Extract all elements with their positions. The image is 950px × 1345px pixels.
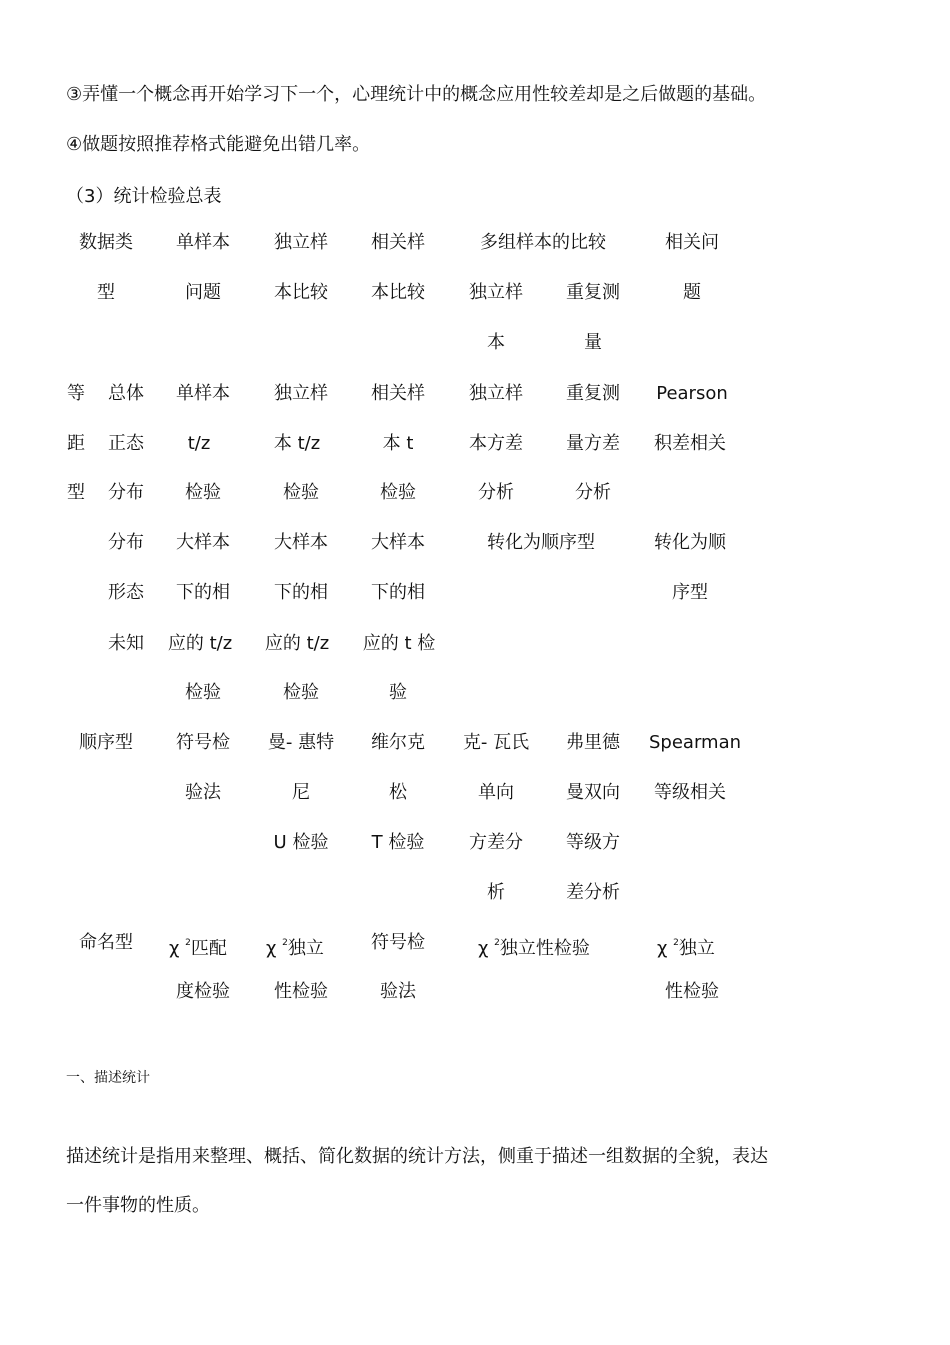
normal-indep-2: 本 t/z bbox=[273, 433, 321, 454]
header-multi-repeat-2: 量 bbox=[584, 332, 602, 353]
header-related-1: 相关样 bbox=[371, 232, 425, 253]
ordinal-multi-repeat-4: 差分析 bbox=[566, 882, 620, 903]
unknown-multi: 转化为顺序型 bbox=[487, 532, 595, 553]
ordinal-multi-indep-4: 析 bbox=[487, 882, 505, 903]
nominal-corr-1: χ $^2$独立 bbox=[657, 938, 715, 959]
ordinal-corr-2: 等级相关 bbox=[654, 782, 726, 803]
ordinal-multi-indep-2: 单向 bbox=[478, 782, 514, 803]
section-paragraph-line-1: 描述统计是指用来整理、概括、简化数据的统计方法，侧重于描述一组数据的全貌，表达 bbox=[66, 1146, 768, 1167]
nominal-indep-1: χ $^2$独立 bbox=[266, 938, 324, 959]
nominal-label: 命名型 bbox=[79, 932, 133, 953]
header-related-2: 本比较 bbox=[371, 282, 425, 303]
unknown-cond-3: 未知 bbox=[108, 633, 144, 654]
ordinal-related-3: T 检验 bbox=[371, 832, 425, 853]
unknown-indep-3: 应的 t/z bbox=[264, 633, 330, 654]
chi-symbol: χ bbox=[266, 938, 277, 959]
interval-label-2: 距 bbox=[67, 433, 85, 454]
normal-cond-3: 分布 bbox=[108, 482, 144, 503]
square-superscript: 2 bbox=[494, 938, 500, 948]
section-paragraph-line-2: 一件事物的性质。 bbox=[66, 1195, 210, 1216]
interval-label-3: 型 bbox=[67, 482, 85, 503]
ordinal-related-2: 松 bbox=[389, 782, 407, 803]
header-data-type-2: 型 bbox=[97, 282, 115, 303]
normal-related-3: 检验 bbox=[380, 482, 416, 503]
ordinal-multi-indep-3: 方差分 bbox=[469, 832, 523, 853]
normal-related-1: 相关样 bbox=[371, 383, 425, 404]
unknown-indep-4: 检验 bbox=[283, 682, 319, 703]
square-superscript: 2 bbox=[185, 938, 191, 948]
nominal-related-2: 验法 bbox=[380, 981, 416, 1002]
normal-cond-1: 总体 bbox=[108, 383, 144, 404]
header-data-type-1: 数据类 bbox=[79, 232, 133, 253]
header-corr-2: 题 bbox=[683, 282, 701, 303]
unknown-single-4: 检验 bbox=[185, 682, 221, 703]
unknown-related-2: 下的相 bbox=[371, 582, 425, 603]
square-superscript: 2 bbox=[282, 938, 288, 948]
header-single-2: 问题 bbox=[185, 282, 221, 303]
ordinal-corr-1: Spearman bbox=[648, 732, 742, 753]
unknown-related-3: 应的 t 检 bbox=[362, 633, 436, 654]
normal-indep-1: 独立样 bbox=[274, 383, 328, 404]
normal-cond-2: 正态 bbox=[108, 433, 144, 454]
ordinal-multi-indep-1: 克- 瓦氏 bbox=[462, 732, 530, 753]
normal-multi-indep-2: 本方差 bbox=[469, 433, 523, 454]
unknown-indep-2: 下的相 bbox=[274, 582, 328, 603]
intro-line-3: ③弄懂一个概念再开始学习下一个，心理统计中的概念应用性较差却是之后做题的基础。 bbox=[66, 84, 767, 105]
ordinal-single-2: 验法 bbox=[185, 782, 221, 803]
normal-multi-repeat-1: 重复测 bbox=[566, 383, 620, 404]
chi-symbol: χ bbox=[657, 938, 668, 959]
square-superscript: 2 bbox=[673, 938, 679, 948]
ordinal-indep-3: U 检验 bbox=[273, 832, 329, 853]
normal-single-1: 单样本 bbox=[176, 383, 230, 404]
header-multi-indep-2: 本 bbox=[487, 332, 505, 353]
normal-multi-indep-3: 分析 bbox=[478, 482, 514, 503]
chi-symbol: χ bbox=[478, 938, 489, 959]
section-heading: 一、描述统计 bbox=[66, 1070, 150, 1086]
unknown-cond-2: 形态 bbox=[108, 582, 144, 603]
header-multi-repeat-1: 重复测 bbox=[566, 282, 620, 303]
ordinal-label: 顺序型 bbox=[79, 732, 133, 753]
normal-indep-3: 检验 bbox=[283, 482, 319, 503]
nominal-related-1: 符号检 bbox=[371, 932, 425, 953]
normal-corr-1: Pearson bbox=[656, 383, 728, 404]
ordinal-indep-1: 曼- 惠特 bbox=[267, 732, 335, 753]
table-title: （3）统计检验总表 bbox=[66, 186, 222, 207]
normal-single-3: 检验 bbox=[185, 482, 221, 503]
interval-label-1: 等 bbox=[67, 383, 85, 404]
unknown-related-1: 大样本 bbox=[371, 532, 425, 553]
nominal-indep-2: 性检验 bbox=[274, 981, 328, 1002]
chi-symbol: χ bbox=[169, 938, 180, 959]
normal-multi-repeat-3: 分析 bbox=[575, 482, 611, 503]
nominal-corr-2: 性检验 bbox=[665, 981, 719, 1002]
ordinal-multi-repeat-1: 弗里德 bbox=[566, 732, 620, 753]
unknown-corr-2: 序型 bbox=[672, 582, 708, 603]
unknown-single-1: 大样本 bbox=[176, 532, 230, 553]
header-multi-indep-1: 独立样 bbox=[469, 282, 523, 303]
normal-related-2: 本 t bbox=[382, 433, 414, 454]
header-indep-2: 本比较 bbox=[274, 282, 328, 303]
ordinal-multi-repeat-2: 曼双向 bbox=[566, 782, 620, 803]
normal-multi-indep-1: 独立样 bbox=[469, 383, 523, 404]
ordinal-related-1: 维尔克 bbox=[371, 732, 425, 753]
header-single-1: 单样本 bbox=[176, 232, 230, 253]
nominal-single-1: χ $^2$匹配 bbox=[169, 938, 227, 959]
intro-line-4: ④做题按照推荐格式能避免出错几率。 bbox=[66, 134, 371, 155]
unknown-corr-1: 转化为顺 bbox=[654, 532, 726, 553]
normal-single-2: t/z bbox=[187, 433, 211, 454]
nominal-single-2: 度检验 bbox=[176, 981, 230, 1002]
header-indep-1: 独立样 bbox=[274, 232, 328, 253]
ordinal-indep-2: 尼 bbox=[292, 782, 310, 803]
header-corr-1: 相关问 bbox=[665, 232, 719, 253]
normal-corr-2: 积差相关 bbox=[654, 433, 726, 454]
unknown-indep-1: 大样本 bbox=[274, 532, 328, 553]
ordinal-multi-repeat-3: 等级方 bbox=[566, 832, 620, 853]
nominal-multi: χ $^2$独立性检验 bbox=[478, 938, 590, 959]
header-multi: 多组样本的比较 bbox=[480, 232, 606, 253]
unknown-cond-1: 分布 bbox=[108, 532, 144, 553]
unknown-related-4: 验 bbox=[389, 682, 407, 703]
normal-multi-repeat-2: 量方差 bbox=[566, 433, 620, 454]
unknown-single-3: 应的 t/z bbox=[167, 633, 233, 654]
ordinal-single-1: 符号检 bbox=[176, 732, 230, 753]
unknown-single-2: 下的相 bbox=[176, 582, 230, 603]
